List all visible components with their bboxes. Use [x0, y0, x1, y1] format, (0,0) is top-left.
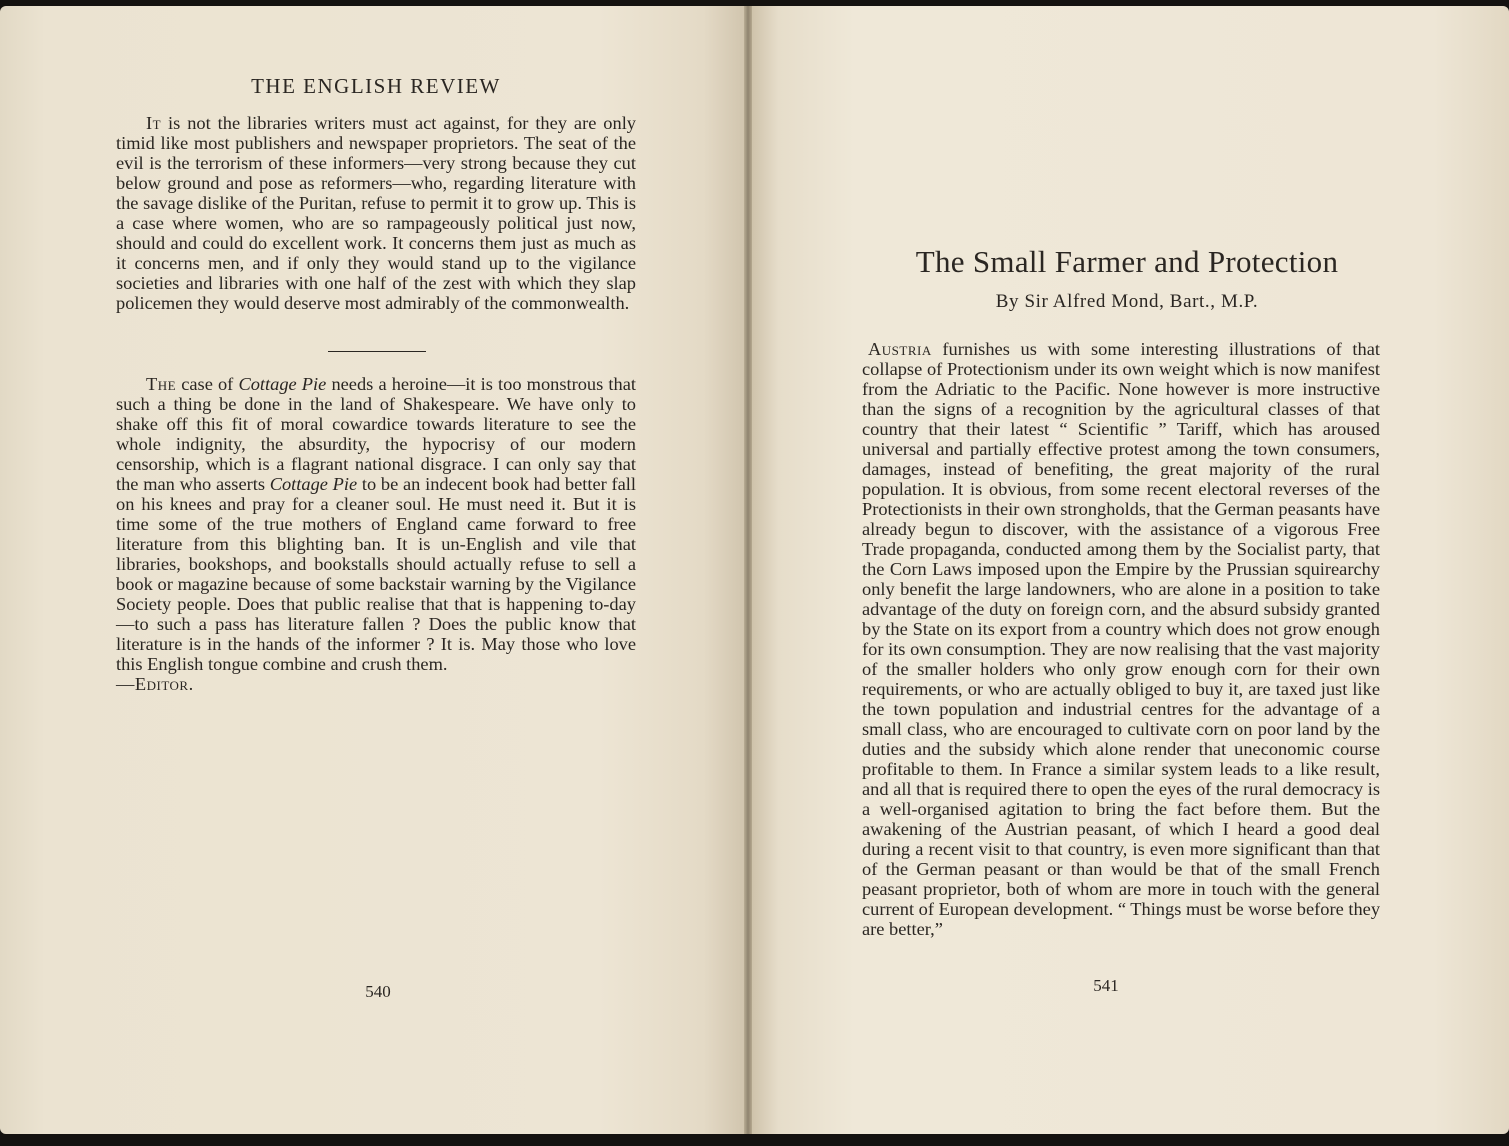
- book-gutter: [744, 6, 752, 1134]
- paragraph-text: to be an indecent book had better fall on his knees and pray for a cleaner soul. He must need it. But it is time some of the true mothers of England came forward to free literature from this blighting ban. It is un-English and vile that libraries, bookshops, and bookstalls should actually refuse to sell a book or magazine because of some backstair warning by the Vigilance Society people. Does that public realise that that is happening to-day —to such a pass has literature fallen ? Does the public know that literature is in the hands of the informer ? It is. May those who love this English tongue combine and crush them.: [116, 474, 636, 674]
- page-number-right: 541: [1093, 976, 1119, 995]
- paragraph-text: case of: [176, 374, 239, 394]
- paragraph-text: needs a heroine—it is too monstrous that such a thing be done in the land of Shakespeare. We have only to shake off this fit of moral cowardice towards literature to see the whole indignity, the absurdity, the hypocrisy of our modern censorship, which is a flagrant national disgrace. I can only say that the man who asserts: [116, 374, 636, 494]
- editor-signoff: —Editor.: [116, 674, 194, 694]
- paragraph-text: is not the libraries writers must act against, for they are only timid like most publishers and newspaper proprietors. The seat of the evil is the terrorism of these informers—very strong because they cut below ground and pose as reformers—who, regarding literature with the savage dislike of the Puritan, refuse to permit it to grow up. This is a case where women, who are so rampageously political just now, should and could do excellent work. It concerns them just as much as it concerns men, and if only they would stand up to the vigilance societies and libraries with one half of the zest with which they slap policemen they would deserve most admirably of the commonwealth.: [116, 113, 636, 313]
- left-page: [0, 6, 748, 1134]
- left-paragraph-2: [116, 374, 636, 694]
- drop-lead-word: Austria: [868, 339, 932, 359]
- left-paragraph-1: [116, 113, 636, 313]
- section-divider-rule: [328, 351, 426, 352]
- page-number-left: 540: [365, 982, 391, 1001]
- book-title: Cottage Pie: [238, 374, 327, 394]
- article-body: [862, 339, 1380, 939]
- drop-lead-word: The: [146, 374, 177, 394]
- article-title: The Small Farmer and Protection: [915, 244, 1339, 279]
- paragraph-text: furnishes us with some interesting illustrations of that collapse of Protectionism under its own weight which is now manifest from the Adriatic to the Pacific. None however is more instructive than the signs of a recognition by the agricultural classes of that country that their latest “ Scientific ” Tariff, which has aroused universal and partially effective protest among the town consumers, damages, instead of benefiting, the great majority of the rural population. It is obvious, from some recent electoral reverses of the Protectionists in their own strongholds, that the German peasants have already begun to discover, with the assistance of a vigorous Free Trade propaganda, conducted among them by the Socialist party, that the Corn Laws imposed upon the Empire by the Prussian squirearchy only benefit the large landowners, who are alone in a position to take advantage of the duty on foreign corn, and the absurd subsidy granted by the State on its export from a country which does not grow enough for its own consumption. They are now realising that the vast majority of the smaller holders who only grow enough corn for their own requirements, or who are actually obliged to buy it, are taxed just like the town population and industrial centres for the advantage of a small class, who are encouraged to cultivate corn on poor land by the duties and the subsidy which alone render that uneconomic course profitable to them. In France a similar system leads to a like result, and all that is required there to open the eyes of the rural democracy is a well-organised agitation to bring the fact before them. But the awakening of the Austrian peasant, of which I heard a good deal during a recent visit to that country, is even more significant than that of the German peasant or than would be that of the small French peasant proprietor, both of whom are more in touch with the general current of European development. “ Things must be worse before they are better,”: [862, 339, 1381, 939]
- article-byline: By Sir Alfred Mond, Bart., M.P.: [995, 291, 1259, 312]
- book-spread: [0, 6, 1509, 1134]
- running-head: THE ENGLISH REVIEW: [251, 74, 501, 98]
- book-title: Cottage Pie: [269, 474, 358, 494]
- drop-lead-word: It: [146, 113, 162, 133]
